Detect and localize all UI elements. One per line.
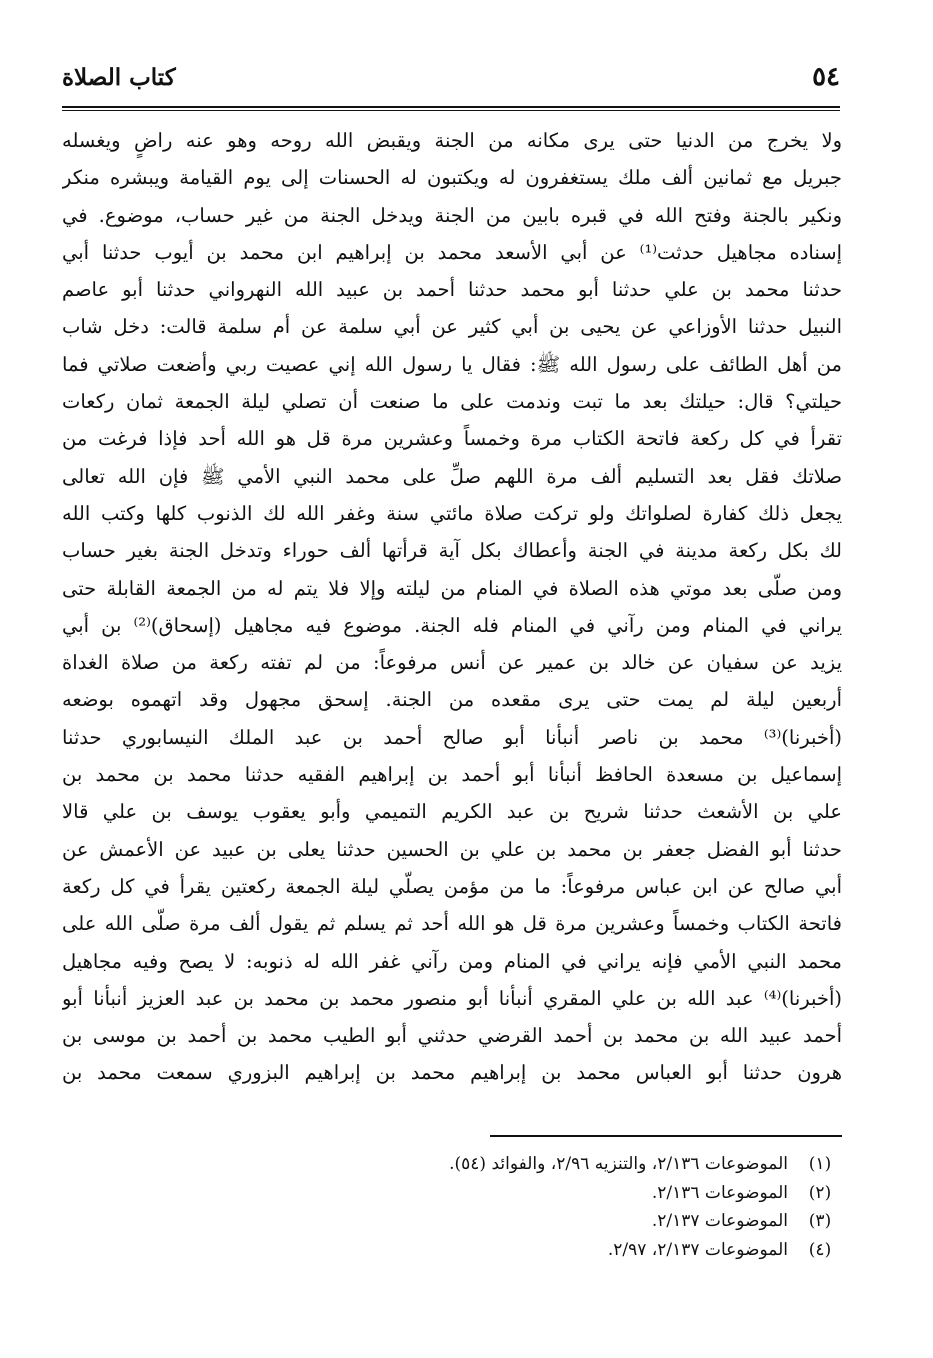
footnote-text: الموضوعات ٢/١٣٦. [651,1182,788,1203]
footnote-number: (٤) [808,1239,832,1260]
footnote-separator [490,1135,842,1137]
footnote-text: الموضوعات ٢/١٣٧. [651,1211,788,1231]
footnote [62,1236,846,1265]
footnote [62,1179,846,1208]
text-line: النبيل حدثنا الأوزاعي عن يحيى بن أبي كثير عن أبي سلمة عن أم سلمة قالت: دخل شاب [62,315,842,339]
text-line: ولا يخرج من الدنيا حتى يرى مكانه من الجنة ويقبض الله روحه وهو عنه راضٍ ويغسله [62,129,842,152]
text-line: يراني في المنام ومن رآني في المنام فله الجنة. موضوع فيه مجاهيل (إسحاق)⁽²⁾ بن أبي [62,613,842,637]
footnote-number: (١) [808,1154,832,1174]
text-line: فاتحة الكتاب وخمساً وعشرين مرة قل هو الله أحد ثم يسلم ثم يقول ألف مرة صلّى الله على [62,912,842,936]
text-line: ومن صلّى بعد موتي هذه الصلاة في المنام من ليلته وإلا فلا يتم له من الجمعة القابلة حتى [62,576,842,600]
footnote-number: (٣) [808,1211,832,1231]
footnote-number: (٢) [808,1182,832,1203]
text-line: يجعل ذلك كفارة لصلواتك ولو تركت صلاة مائتي سنة وغفر الله لك الذنوب كلها وكتب الله [62,501,842,525]
text-line: إسماعيل بن مسعدة الحافظ أنبأنا أبو أحمد بن إبراهيم الفقيه حدثنا محمد بن محمد بن [62,763,842,787]
text-line: حيلتي؟ قال: حيلتك بعد ما تبت وندمت على ما صنعت أن تصلي ليلة الجمعة ثمان ركعات [62,390,842,414]
text-line: محمد النبي الأمي فإنه يراني في المنام ومن رآني غفر الله له ذنوبه: لا يصح وفيه مجاهيل [62,949,842,973]
text-line: تقرأ في كل ركعة فاتحة الكتاب مرة وخمساً وعشرين مرة قل هو الله أحد فإذا فرغت من [62,427,842,451]
footnotes [62,1150,846,1264]
text-line: ونكير بالجنة وفتح الله في قبره بابين من الجنة ويدخل الجنة من غير حساب، موضوع. في [62,203,842,227]
page-header [62,58,840,100]
text-line: لك بكل ركعة مدينة في الجنة وأعطاك بكل آية قرأتها ألف حوراء وتدخل الجنة بغير حساب [62,539,842,563]
text-line: حدثنا محمد بن علي حدثنا أبو محمد حدثنا أحمد بن عبيد الله النهرواني حدثنا أبو عاصم [62,278,842,302]
text-line: إسناده مجاهيل حدثت⁽¹⁾ عن أبي الأسعد محمد بن إبراهيم ابن محمد بن أيوب حدثنا أبي [62,240,842,264]
running-title: كتاب الصلاة [62,64,176,91]
text-line: أحمد عبيد الله بن محمد بن أحمد القرضي حدثني أبو الطيب محمد بن أحمد بن موسى بن [62,1024,842,1048]
text-line: (أخبرنا)⁽⁴⁾ عبد الله بن علي المقري أنبأنا أبو منصور محمد بن محمد بن عبد العزيز أنبأنا أبو [62,986,842,1010]
text-line: أربعين ليلة لم يمت حتى يرى مقعده من الجنة. إسحق مجهول وقد اتهموه بوضعه [62,688,842,712]
footnote-text: الموضوعات ٢/١٣٧، ٢/٩٧. [607,1239,788,1260]
footnote [62,1150,846,1179]
main-text [62,122,842,1092]
text-line: يزيد عن سفيان عن خالد بن عمير عن أنس مرفوعاً: من لم تفته ركعة من صلاة الغداة [62,651,842,675]
text-line: من أهل الطائف على رسول الله ﷺ: فقال يا رسول الله إني عصيت ربي وأضعت صلاتي فما [62,352,842,376]
footnote-text: الموضوعات ٢/١٣٦، والتنزيه ٢/٩٦، والفوائد (٥٤). [449,1154,788,1174]
text-line: هرون حدثنا أبو العباس محمد بن إبراهيم محمد بن إبراهيم البزوري سمعت محمد بن [62,1061,842,1085]
text-line: (أخبرنا)⁽³⁾ محمد بن ناصر أنبأنا أبو صالح أحمد بن عبد الملك النيسابوري حدثنا [62,725,842,749]
text-line: أبي صالح عن ابن عباس مرفوعاً: ما من مؤمن يصلّي ليلة الجمعة ركعتين يقرأ في كل ركعة [62,874,842,898]
header-rule [62,106,840,111]
page-number: ٥٤ [812,62,840,92]
text-line: علي بن الأشعث حدثنا شريح بن عبد الكريم التميمي وأبو يعقوب يوسف بن علي قالا [62,800,842,824]
footnote [62,1207,846,1236]
text-line: صلاتك فقل بعد التسليم ألف مرة اللهم صلِّ على محمد النبي الأمي ﷺ فإن الله تعالى [62,464,842,488]
text-line: جبريل مع ثمانين ألف ملك يستغفرون له ويكتبون له الحسنات إلى يوم القيامة ويبشره منكر [62,166,842,190]
text-line: حدثنا أبو الفضل جعفر بن محمد بن علي بن الحسين حدثنا يعلى بن عبيد عن الأعمش عن [62,837,842,861]
